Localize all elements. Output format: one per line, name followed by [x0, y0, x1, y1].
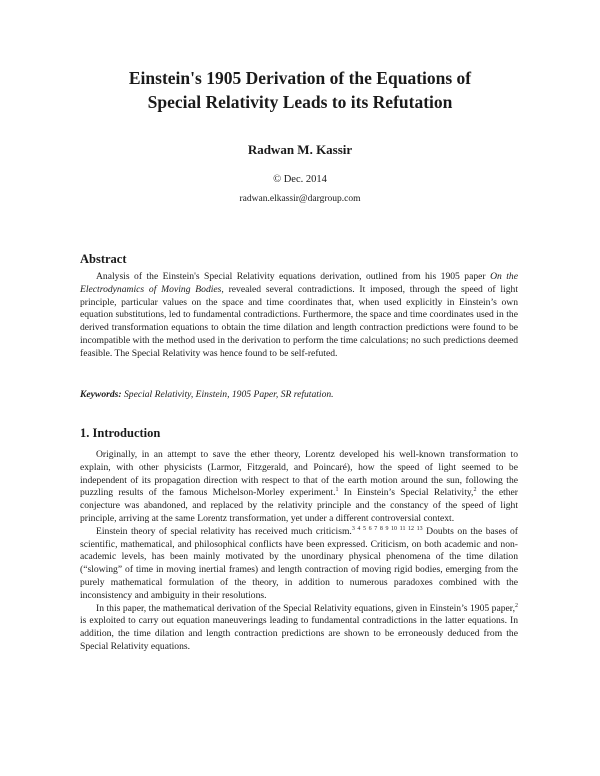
citation-sup: 2: [515, 602, 518, 609]
intro-p3-text-b: is exploited to carry out equation maneuverings leading to fundamental contradictions in the latter equations. In addition, the time dilation and length contraction predictions are shown to be erroneously deduced from the Special Relativity equations.: [80, 615, 518, 652]
author-name: Radwan M. Kassir: [247, 142, 353, 157]
citation-sup: 2: [473, 487, 477, 494]
keywords-label: Keywords:: [80, 389, 122, 400]
abstract-text-start: Analysis of the Einstein's Special Relativity equations derivation, outlined from his 1905 paper: [96, 271, 491, 282]
introduction-body: [80, 449, 518, 654]
title-line-2: Special Relativity Leads to its Refutation: [147, 92, 453, 112]
abstract-heading: Abstract: [80, 252, 127, 266]
intro-paragraph-2: [80, 526, 518, 603]
intro-p1-text-a: Originally, in an attempt to save the ether theory, Lorentz developed his well-known transformation to explain, with other physicists (Larmor, Fitzgerald, and Poincaré), how the speed of light seemed to be independent of its propagation direction with respect to that of the earth motion around the sun, following the puzzling results of the famous Michelson-Morley experiment.: [80, 449, 518, 499]
intro-p3-text-a: In this paper, the mathematical derivation of the Special Relativity equations, given in Einstein’s 1905 paper,: [96, 602, 515, 614]
citation-sup: 1: [335, 487, 339, 494]
intro-p2-text-a: Einstein theory of special relativity has received much criticism.: [96, 525, 352, 537]
paper-title: [60, 66, 540, 114]
intro-paragraph-1: [80, 449, 518, 526]
author-email: radwan.elkassir@dargroup.com: [239, 194, 361, 204]
intro-p1-text-b: In Einstein’s Special Relativity,: [338, 487, 474, 499]
title-line-1: Einstein's 1905 Derivation of the Equations of: [128, 68, 472, 88]
abstract-paper-title: On the Electrodynamics of Moving Bodies: [80, 271, 518, 295]
copyright-date: © Dec. 2014: [273, 174, 327, 185]
abstract-text: [80, 271, 518, 361]
introduction-heading: 1. Introduction: [80, 426, 161, 440]
citation-sup: 3 4 5 6 7 8 9 10 11 12 13: [351, 525, 423, 532]
keywords-line: [80, 389, 520, 400]
intro-paragraph-3: [80, 603, 518, 654]
intro-p1-text-c: the ether conjecture was abandoned, and replaced by the relativity principle and the constancy of the speed of light principle, arriving at the same Lorentz transformation, yet under a different controversial context.: [80, 487, 518, 524]
abstract-text-end: , revealed several contradictions. It imposed, through the speed of light principle, particular values on the space and time coordinates that, when used explicitly in Einstein’s own equation substitutions, led to fundamental contradictions. Furthermore, the space and time coordinates used in the derived transformation equations to obtain the time dilation and length contraction predictions were found to be incompatible with the method used in the derivation to perform the time calculations; no such predictions deemed feasible. The Special Relativity was hence found to be self-refuted.: [80, 283, 518, 359]
keywords-text: Special Relativity, Einstein, 1905 Paper, SR refutation.: [121, 389, 334, 400]
intro-p2-text-b: Doubts on the bases of scientific, mathematical, and philosophical conflicts have been expressed. Criticism, on both academic and non-academic levels, has been mainly motivated by the unordinary physical phenomena of the time dilation (“slowing” of time in moving inertial frames) and length contraction of moving rigid bodies, emerging from the purely mathematical formulation of the theory, in addition to numerous paradoxes combined with the inconsistency and ambiguity in their resolutions.: [80, 525, 519, 601]
